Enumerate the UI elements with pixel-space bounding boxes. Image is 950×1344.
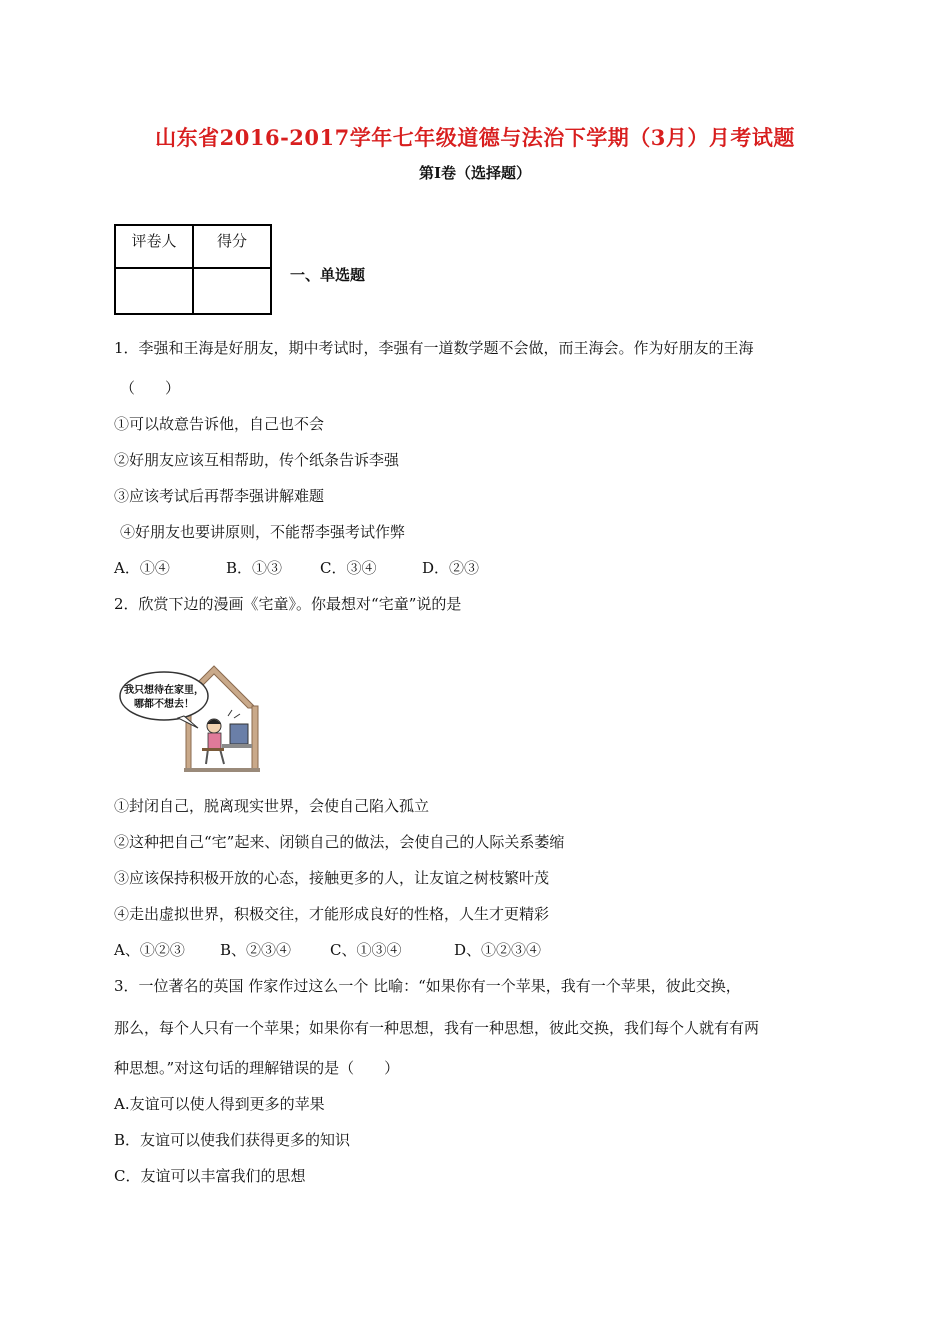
score-table: [114, 224, 272, 315]
q2-option-a: A、①②③: [114, 941, 185, 959]
q1-item-2: ②好朋友应该互相帮助，传个纸条告诉李强: [114, 451, 400, 469]
q1-item-4: ④好朋友也要讲原则，不能帮李强考试作弊: [120, 523, 406, 541]
q2-item-2: ②这种把自己“宅”起来、闭锁自己的做法，会使自己的人际关系萎缩: [114, 833, 565, 851]
q1-paren: （ ）: [120, 379, 181, 397]
q1-options: [114, 558, 479, 578]
exam-title: 山东省2016-2017学年七年级道德与法治下学期（3月）月考试题: [155, 125, 795, 150]
q3-option-c: C．友谊可以丰富我们的思想: [114, 1167, 306, 1185]
q2-stem: 2．欣赏下边的漫画《宅童》。你最想对“宅童”说的是: [114, 595, 462, 613]
q2-item-1: ①封闭自己，脱离现实世界，会使自己陷入孤立: [114, 797, 430, 815]
q2-option-d: D、①②③④: [454, 941, 542, 959]
score-cell: [193, 268, 271, 314]
section-heading: 一、单选题: [290, 266, 366, 284]
q2-item-3: ③应该保持积极开放的心态，接触更多的人，让友谊之树枝繁叶茂: [114, 869, 550, 887]
q2-option-c: C、①③④: [330, 941, 402, 959]
q3-line-1: 3．一位著名的英国 作家作过这么一个 比喻：“如果你有一个苹果，我有一个苹果，彼此交换，: [114, 977, 741, 995]
exam-subtitle: 第Ⅰ卷（选择题）: [418, 164, 532, 182]
q3-option-b: B．友谊可以使我们获得更多的知识: [114, 1131, 351, 1149]
q1-stem: 1．李强和王海是好朋友，期中考试时，李强有一道数学题不会做，而王海会。作为好朋友的王海: [114, 339, 754, 357]
cartoon-illustration: [114, 660, 282, 776]
q2-option-b: B、②③④: [220, 941, 292, 959]
score-header: 得分: [193, 225, 271, 268]
bubble-text-1: 我只想待在家里，: [124, 685, 204, 696]
q3-line-3: 种思想。”对这句话的理解错误的是（ ）: [114, 1059, 400, 1077]
q2-options: [114, 940, 541, 960]
grader-cell: [115, 268, 193, 314]
q2-item-4: ④走出虚拟世界，积极交往，才能形成良好的性格，人生才更精彩: [114, 905, 550, 923]
q1-option-d: D．②③: [422, 559, 480, 577]
q3-option-a: A.友谊可以使人得到更多的苹果: [114, 1095, 325, 1113]
bubble-text-2: 哪都不想去！: [134, 699, 194, 710]
grader-header: 评卷人: [115, 225, 193, 268]
q3-line-2: 那么，每个人只有一个苹果；如果你有一种思想，我有一种思想，彼此交换，我们每个人就有有两: [114, 1019, 760, 1037]
q1-item-3: ③应该考试后再帮李强讲解难题: [114, 487, 325, 505]
q1-option-c: C．③④: [320, 559, 377, 577]
q1-option-b: B．①③: [226, 559, 283, 577]
q1-item-1: ①可以故意告诉他，自己也不会: [114, 415, 325, 433]
q1-option-a: A．①④: [114, 559, 170, 577]
